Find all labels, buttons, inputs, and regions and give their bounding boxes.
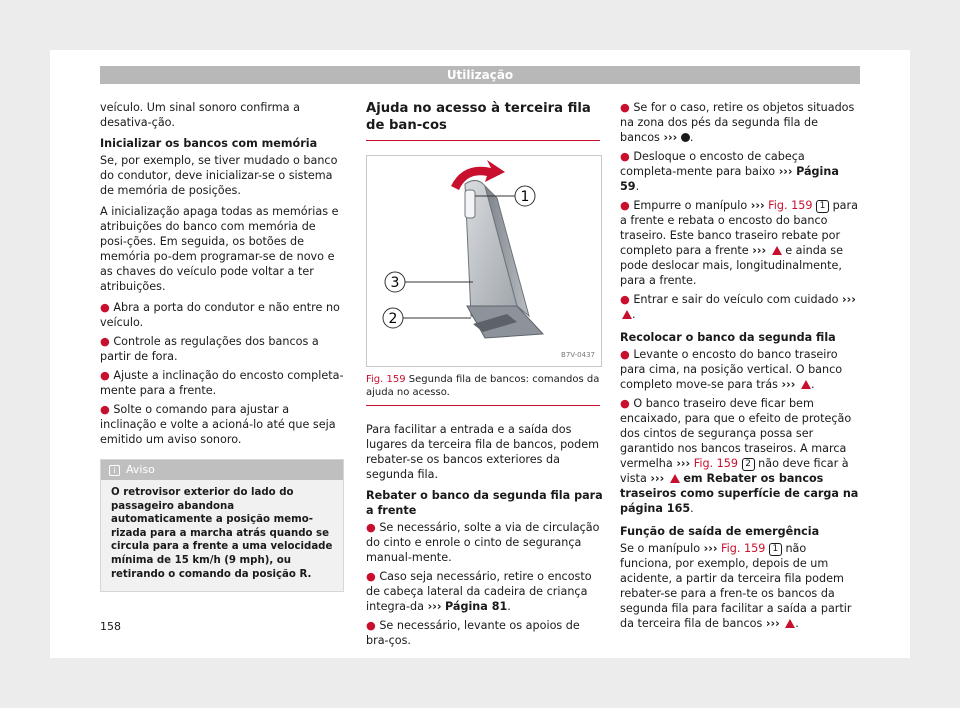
info-icon [681, 133, 690, 142]
list-item: ● Se necessário, levante os apoios de bra-ços. [366, 619, 580, 647]
section-title: Ajuda no acesso à terceira fila de ban-cos [366, 101, 591, 133]
list-item: ● O banco traseiro deve ficar bem encaixado, para que o efeito de proteção dos cintos de segurança possa ser garantido nos bancos traseiros. A marca vermelha ››› Fig. 159 2 não deve ficar à vista ››› em Rebater os bancos traseiros como superfície de carga na página 165. [620, 397, 859, 515]
list-item: ● Abra a porta do condutor e não entre no veículo. [100, 301, 340, 329]
page-header: Utilização [100, 66, 860, 84]
figure-caption: Fig. 159 Segunda fila de bancos: comandos da ajuda no acesso. [366, 374, 600, 398]
list-item: ● Entrar e sair do veículo com cuidado ››› . [620, 293, 856, 321]
paragraph: Se, por exemplo, se tiver mudado o banco do condutor, deve inicializar-se o sistema de memória de posições. [100, 154, 338, 197]
paragraph: A inicialização apaga todas as memórias e atribuições do banco com memória de posi-ções. Em seguida, os botões de memória po-dem programar-se de novo e as chaves do veículo pode voltar a ter atribuições. [100, 205, 339, 293]
callout-3: 3 [390, 275, 400, 291]
page-number: 158 [100, 620, 121, 633]
list-item: ● Se necessário, solte a via de circulação do cinto e enrole o cinto de segurança manual-mente. [366, 521, 600, 564]
number-badge: 2 [742, 458, 755, 471]
seat-illustration [367, 156, 601, 366]
list-item: ● Desloque o encosto de cabeça completa-mente para baixo ››› Página 59. [620, 150, 839, 193]
paragraph: Se o manípulo ››› Fig. 159 1 não funciona, por exemplo, depois de um acidente, a partir da terceira fila podem rebater-se para a fren-te os bancos da segunda fila para facilitar a saída a partir da terceira fila de bancos ››› . [620, 542, 852, 630]
section-heading: Função de saída de emergência [620, 525, 820, 538]
warning-icon [801, 380, 811, 389]
divider [366, 405, 600, 406]
figure-link[interactable]: Fig. 159 [721, 542, 766, 555]
notice-text: O retrovisor exterior do lado do passageiro abandona automaticamente a posição memo-rizada para a marcha atrás quando se circula para a frente a uma velocidade mínima de 15 km/h (9 mph), ou retirando o comando da posição R. [111, 487, 333, 580]
section-heading: Rebater o banco da segunda fila para a frente [366, 489, 603, 517]
paragraph: veículo. Um sinal sonoro confirma a desativa-ção. [100, 101, 300, 129]
notice-header: i Aviso [101, 460, 343, 480]
warning-icon [785, 619, 795, 628]
figure-link[interactable]: Fig. 159 [693, 457, 739, 470]
number-badge: 1 [769, 543, 782, 556]
warning-icon [772, 246, 782, 255]
paragraph: Para facilitar a entrada e a saída dos lugares da terceira fila de bancos, podem rebater-se os bancos exteriores da segunda fila. [366, 423, 599, 481]
info-icon: i [109, 465, 120, 476]
column-2 [366, 100, 604, 652]
list-item: ● Levante o encosto do banco traseiro para cima, na posição vertical. O banco completo move-se para trás ››› . [620, 348, 843, 391]
list-item: ● Caso seja necessário, retire o encosto de cabeça lateral da cadeira de criança integra-da ››› Página 81. [366, 570, 592, 613]
warning-icon [622, 310, 632, 319]
warning-icon [670, 474, 680, 483]
page-link[interactable]: Página 81 [445, 600, 508, 613]
page-link[interactable]: Página 59 [620, 165, 839, 193]
callout-1: 1 [520, 189, 530, 205]
list-item: ● Controle as regulações dos bancos a partir de fora. [100, 335, 319, 363]
list-item: ● Ajuste a inclinação do encosto completa-mente para a frente. [100, 369, 344, 397]
figure-link[interactable]: Fig. 159 [768, 199, 813, 212]
number-badge: 1 [816, 200, 829, 213]
page-link[interactable]: em Rebater os bancos traseiros como superfície de carga na página 165 [620, 472, 859, 515]
figure-code: B7V-0437 [561, 351, 595, 359]
figure-159 [366, 155, 602, 367]
column-3 [620, 100, 860, 637]
divider [366, 140, 600, 141]
list-item: ● Solte o comando para ajustar a inclinação e volte a acioná-lo até que seja emitido um aviso sonoro. [100, 403, 336, 446]
list-item: ● Empurre o manípulo ››› Fig. 159 1 para a frente e rebata o encosto do banco traseiro. Este banco traseiro rebate por completo para a frente ››› e ainda se pode deslocar mais, longitudinalmente, para a frente. [620, 199, 858, 287]
column-1 [100, 100, 344, 592]
section-heading: Recolocar o banco da segunda fila [620, 331, 836, 344]
section-heading: Inicializar os bancos com memória [100, 137, 318, 150]
callout-2: 2 [388, 311, 398, 327]
list-item: ● Se for o caso, retire os objetos situados na zona dos pés da segunda fila de bancos ››› . [620, 101, 855, 144]
notice-box [100, 459, 344, 592]
